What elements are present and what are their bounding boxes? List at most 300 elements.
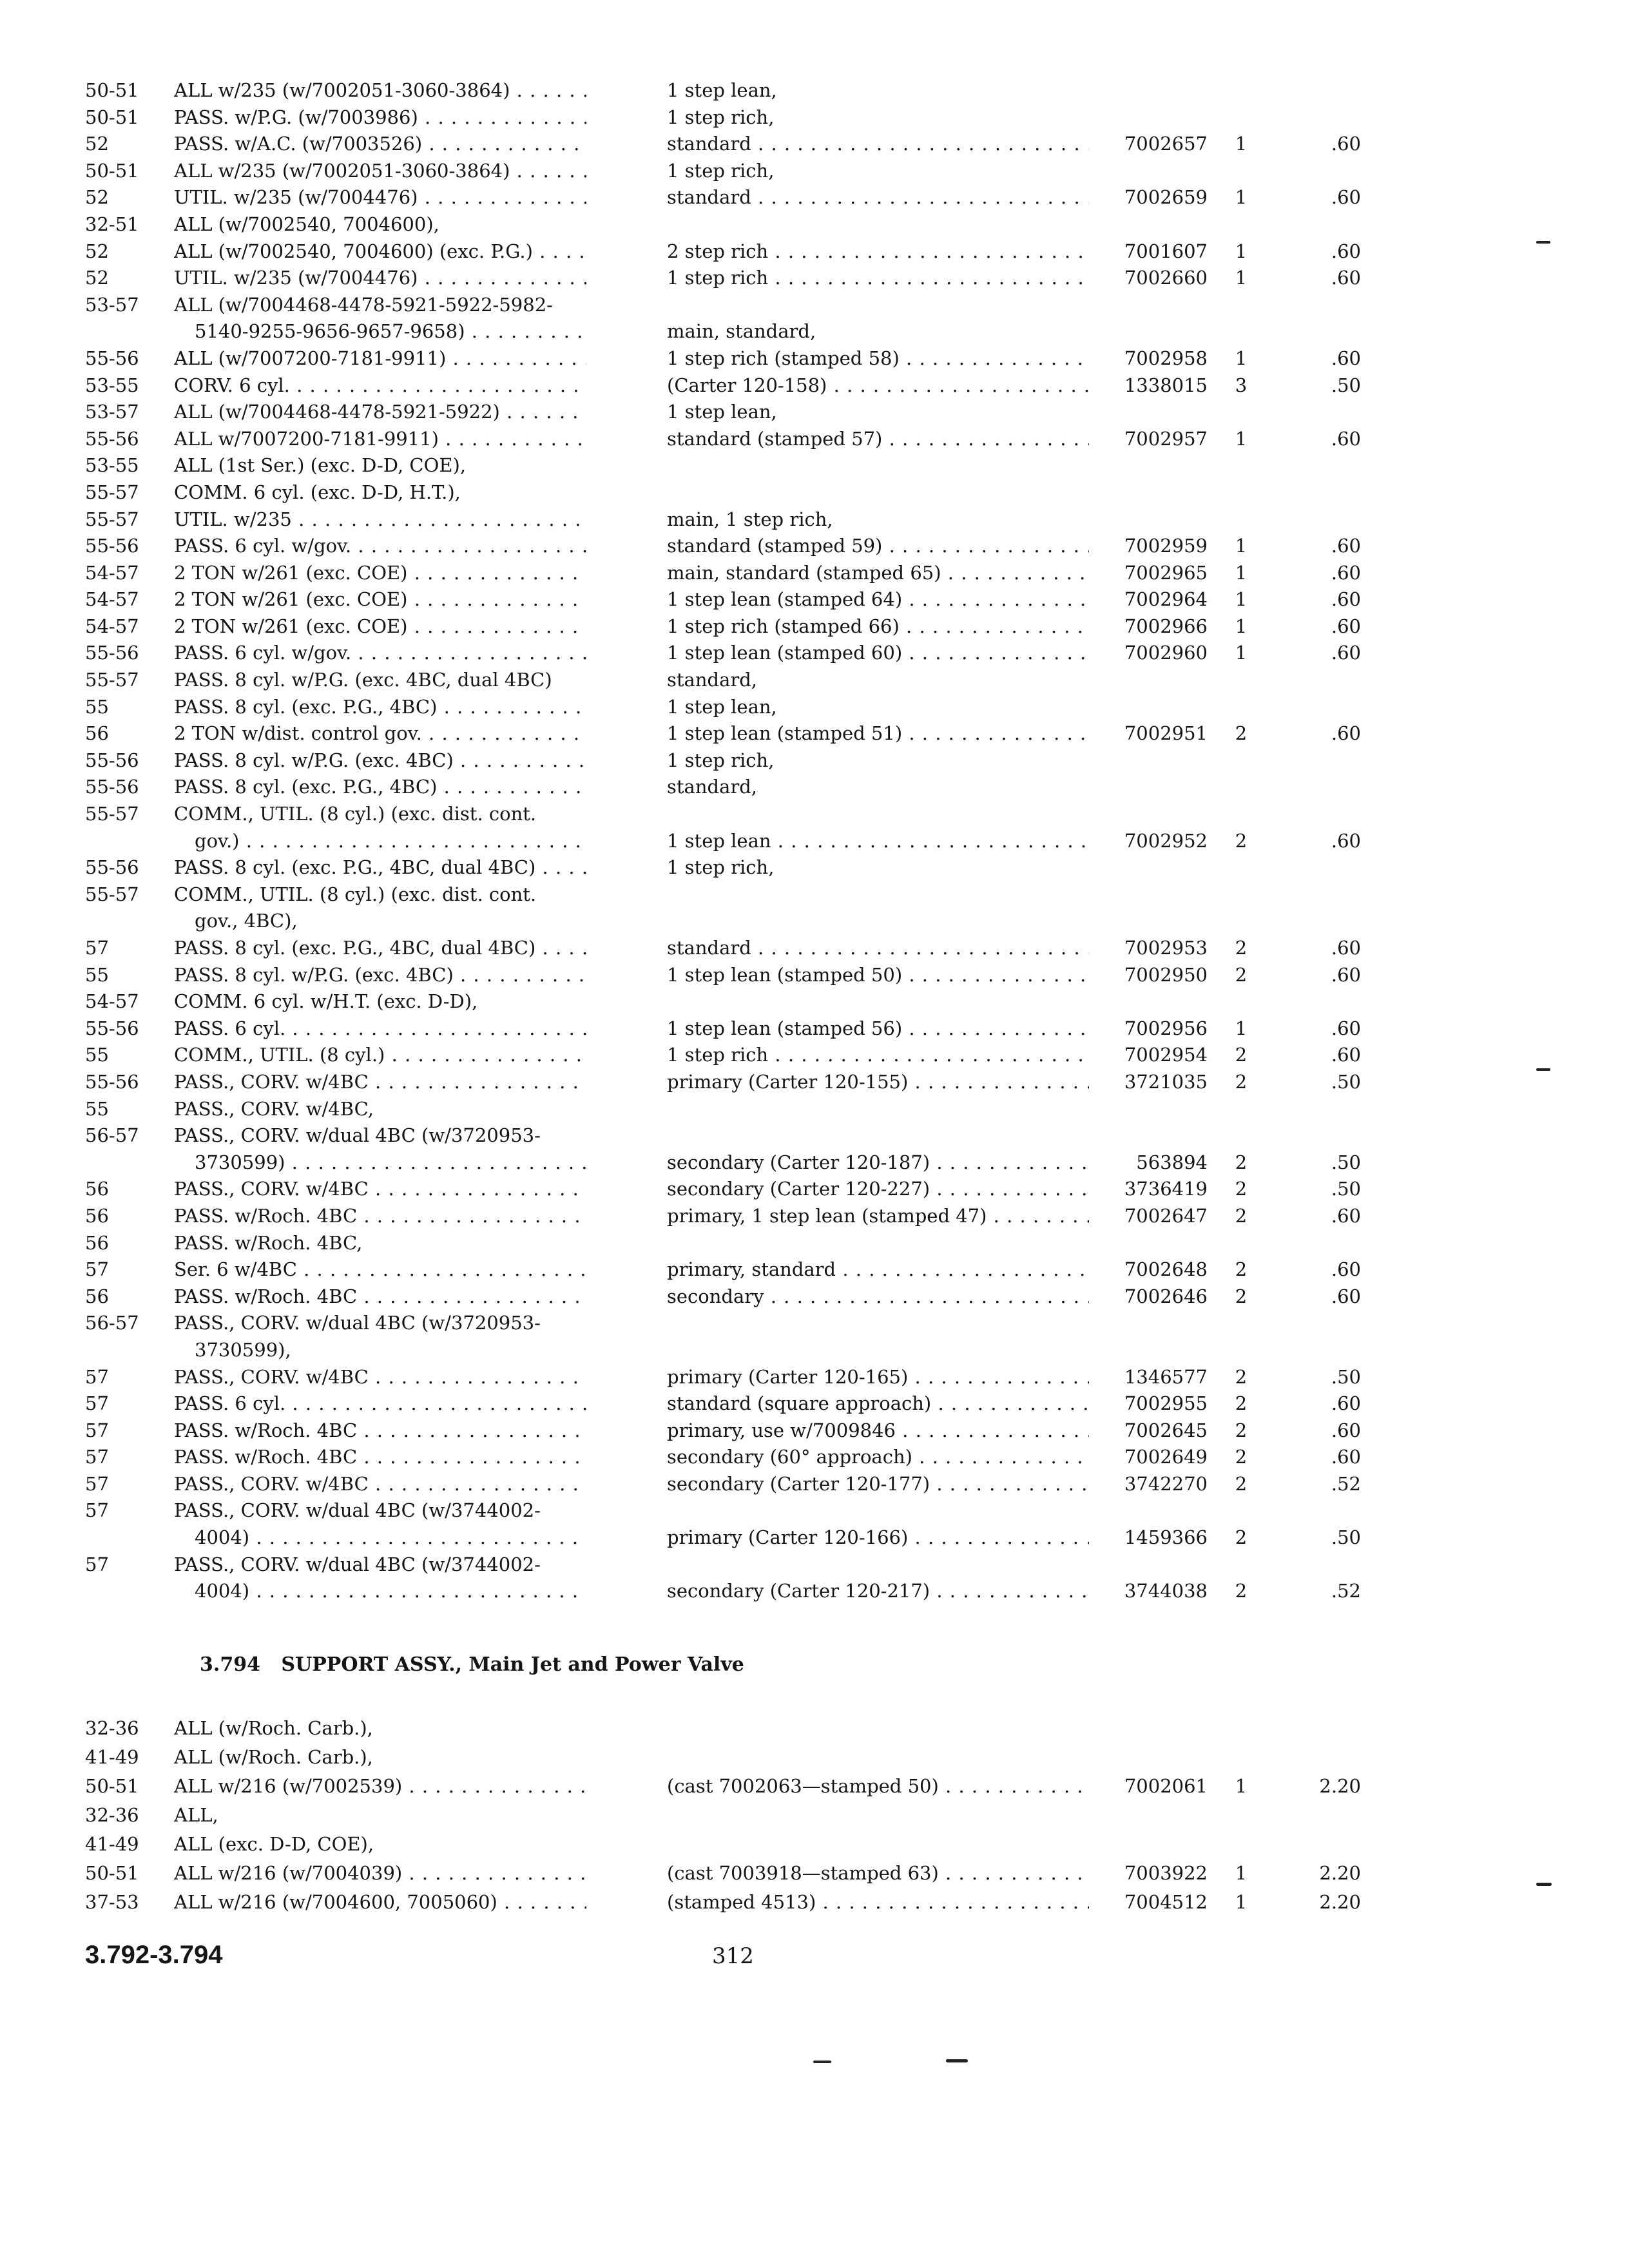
row-description: 1 step lean (stamped 64) . . . [667,586,1089,613]
row-model: PASS., CORV. w/4BC, [174,1097,374,1120]
row-year: 55 [85,963,109,986]
table-row [0,1888,1629,1917]
row-description: standard, [667,669,758,691]
row-quantity: 2 [1235,1472,1248,1495]
row-year: 55-57 [85,669,139,691]
row-year: 50-51 [85,79,139,101]
row-quantity: 2 [1235,1446,1248,1468]
row-quantity: 2 [1235,722,1248,745]
row-year: 55-56 [85,1070,139,1093]
table-row [0,345,1629,372]
row-price: .60 [1331,1258,1361,1281]
row-description: 2 step rich . . . [667,238,1089,265]
table-row [0,1859,1629,1888]
row-quantity: 2 [1235,1178,1248,1200]
table-row [0,1256,1629,1283]
row-quantity: 2 [1235,937,1248,959]
row-part-number: 1338015 [1124,374,1208,396]
row-year: 53-57 [85,401,139,423]
row-price: 2.20 [1319,1862,1361,1884]
row-part-number: 7002966 [1124,615,1208,637]
row-model: COMM., UTIL. (8 cyl.) (exc. dist. cont. [174,803,537,825]
row-year: 55-57 [85,508,139,530]
page-number: 312 [712,1943,754,1969]
row-part-number: 7002964 [1124,588,1208,611]
row-quantity: 1 [1235,1775,1248,1797]
row-description: (cast 7002063—stamped 50) . . . [667,1772,1089,1801]
table-row [0,908,1629,935]
row-description: secondary (Carter 120-187) . . . [667,1149,1089,1177]
row-model: CORV. 6 cyl. . . . [174,372,586,399]
table-row [0,1122,1629,1149]
table-row [0,586,1629,613]
row-year: 55-56 [85,535,139,557]
row-quantity: 2 [1235,1151,1248,1173]
row-quantity: 2 [1235,1070,1248,1093]
row-year: 57 [85,1446,109,1468]
row-price: .50 [1331,1526,1361,1549]
row-model: 2 TON w/dist. control gov. . . . [174,720,586,747]
row-model: ALL w/216 (w/7004039) . . . [174,1859,586,1888]
row-model: 3730599), [195,1338,291,1361]
row-year: 50-51 [85,1775,139,1797]
row-part-number: 7002646 [1124,1285,1208,1307]
row-quantity: 2 [1235,1044,1248,1066]
row-price: .50 [1331,1151,1361,1173]
row-description: main, standard, [667,320,816,343]
row-model: PASS., CORV. w/4BC . . . [174,1364,586,1391]
row-description: 1 step rich, [667,749,775,771]
row-description: secondary . . . [667,1283,1089,1311]
row-quantity: 2 [1235,1419,1248,1441]
row-part-number: 7002953 [1124,937,1208,959]
row-part-number: 7002959 [1124,535,1208,557]
row-model: ALL (exc. D-D, COE), [174,1833,374,1855]
row-year: 57 [85,1499,109,1522]
row-model: PASS., CORV. w/dual 4BC (w/3720953- [174,1312,541,1334]
row-year: 50-51 [85,106,139,128]
row-price: .60 [1331,588,1361,611]
row-description: 1 step rich, [667,106,775,128]
row-year: 32-36 [85,1804,139,1826]
row-quantity: 1 [1235,240,1248,262]
row-model: PASS. 6 cyl. w/gov. . . . [174,640,586,667]
row-model: COMM., UTIL. (8 cyl.) . . . [174,1042,586,1069]
row-quantity: 1 [1235,615,1248,637]
row-price: .60 [1331,267,1361,289]
table-row [0,1772,1629,1801]
table-row [0,720,1629,747]
row-part-number: 7002649 [1124,1446,1208,1468]
row-year: 56 [85,1285,109,1307]
row-model: ALL (w/7002540, 7004600) (exc. P.G.) . . . [174,238,586,265]
scan-mark [813,2061,831,2063]
row-model: Ser. 6 w/4BC . . . [174,1256,586,1283]
table-row [0,426,1629,453]
row-quantity: 1 [1235,561,1248,584]
row-description: 1 step lean (stamped 50) . . . [667,962,1089,989]
row-quantity: 1 [1235,133,1248,155]
row-model: 2 TON w/261 (exc. COE) . . . [174,613,586,640]
row-price: .60 [1331,829,1361,852]
row-year: 56 [85,1231,109,1254]
scan-mark [1536,1068,1550,1071]
row-model: ALL (w/7007200-7181-9911) . . . [174,345,586,372]
section-title: SUPPORT ASSY., Main Jet and Power Valve [281,1653,744,1676]
parts-list-main [0,77,1629,1605]
row-model: ALL (w/7004468-4478-5921-5922) . . . [174,399,586,426]
row-price: .60 [1331,1392,1361,1415]
row-year: 32-36 [85,1717,139,1739]
table-row [0,1801,1629,1830]
table-row [0,1830,1629,1859]
row-model: PASS. 8 cyl. (exc. P.G., 4BC) . . . [174,694,586,721]
row-description: 1 step rich . . . [667,1042,1089,1069]
row-year: 52 [85,240,109,262]
row-year: 32-51 [85,213,139,235]
row-description: 1 step rich . . . [667,265,1089,292]
row-model: PASS. w/Roch. 4BC, [174,1231,363,1254]
row-price: .60 [1331,1446,1361,1468]
row-part-number: 563894 [1136,1151,1208,1173]
row-year: 52 [85,133,109,155]
row-part-number: 7002951 [1124,722,1208,745]
row-year: 56 [85,1204,109,1227]
row-quantity: 2 [1235,1258,1248,1281]
scan-mark [1536,241,1550,244]
row-year: 54-57 [85,588,139,611]
row-quantity: 3 [1235,374,1248,396]
row-year: 55-57 [85,883,139,905]
row-model: UTIL. w/235 (w/7004476) . . . [174,265,586,292]
row-model: 4004) . . . [195,1524,586,1552]
row-year: 55-56 [85,347,139,369]
row-model: PASS., CORV. w/dual 4BC (w/3720953- [174,1124,541,1147]
row-description: secondary (Carter 120-177) . . . [667,1471,1089,1498]
row-price: .52 [1331,1580,1361,1602]
table-row [0,1203,1629,1230]
row-quantity: 1 [1235,1891,1248,1913]
row-quantity: 1 [1235,267,1248,289]
row-year: 55-56 [85,427,139,450]
row-model: UTIL. w/235 . . . [174,506,586,533]
row-part-number: 7002960 [1124,642,1208,664]
row-description: 1 step lean (stamped 51) . . . [667,720,1089,747]
row-year: 50-51 [85,1862,139,1884]
row-part-number: 7002957 [1124,427,1208,450]
table-row [0,962,1629,989]
table-row [0,318,1629,345]
row-description: standard . . . [667,131,1089,158]
table-row [0,1552,1629,1579]
table-row [0,1390,1629,1418]
table-row [0,372,1629,399]
row-quantity: 1 [1235,347,1248,369]
row-model: PASS. 8 cyl. (exc. P.G., 4BC) . . . [174,774,586,801]
row-description: standard . . . [667,935,1089,962]
row-model: ALL w/235 (w/7002051-3060-3864) . . . [174,77,586,104]
row-model: PASS., CORV. w/4BC . . . [174,1471,586,1498]
table-row [0,694,1629,721]
table-row [0,77,1629,104]
row-model: ALL w/216 (w/7004600, 7005060) . . . [174,1888,586,1917]
table-row [0,854,1629,881]
row-year: 56 [85,1178,109,1200]
row-model: PASS., CORV. w/dual 4BC (w/3744002- [174,1553,541,1575]
row-quantity: 2 [1235,829,1248,852]
table-row [0,265,1629,292]
parts-list-support-assy [0,1714,1629,1917]
row-part-number: 3742270 [1124,1472,1208,1495]
row-part-number: 7002965 [1124,561,1208,584]
row-model: PASS. 6 cyl. w/gov. . . . [174,533,586,560]
row-quantity: 2 [1235,1580,1248,1602]
table-row [0,399,1629,426]
row-model: COMM. 6 cyl. w/H.T. (exc. D-D), [174,990,478,1013]
table-row [0,801,1629,828]
table-row [0,1714,1629,1743]
row-year: 50-51 [85,159,139,182]
table-row [0,1524,1629,1552]
row-year: 53-55 [85,454,139,477]
row-year: 55-56 [85,776,139,798]
row-part-number: 7002954 [1124,1044,1208,1066]
row-quantity: 1 [1235,588,1248,611]
row-year: 37-53 [85,1891,139,1913]
row-description: 1 step lean, [667,401,777,423]
table-row [0,613,1629,640]
table-row [0,1337,1629,1364]
table-row [0,292,1629,319]
table-row [0,1310,1629,1337]
row-price: .50 [1331,1178,1361,1200]
row-part-number: 1459366 [1124,1526,1208,1549]
row-price: .60 [1331,615,1361,637]
row-price: .60 [1331,1044,1361,1066]
row-description: 1 step rich, [667,159,775,182]
row-quantity: 1 [1235,186,1248,209]
row-year: 53-55 [85,374,139,396]
row-model: PASS. w/Roch. 4BC . . . [174,1203,586,1230]
row-description: primary (Carter 120-166) . . . [667,1524,1089,1552]
row-model: UTIL. w/235 (w/7004476) . . . [174,184,586,211]
row-quantity: 2 [1235,1285,1248,1307]
row-year: 55-57 [85,481,139,503]
row-part-number: 7002952 [1124,829,1208,852]
row-quantity: 2 [1235,1526,1248,1549]
table-row [0,1096,1629,1123]
table-row [0,104,1629,131]
row-quantity: 1 [1235,1862,1248,1884]
row-price: .60 [1331,963,1361,986]
row-part-number: 7002950 [1124,963,1208,986]
table-row [0,184,1629,211]
table-row [0,747,1629,774]
row-year: 53-57 [85,293,139,316]
row-year: 55 [85,695,109,718]
row-price: .60 [1331,133,1361,155]
row-year: 56-57 [85,1312,139,1334]
row-description: standard . . . [667,184,1089,211]
table-row [0,211,1629,238]
section-number: 3.794 [200,1653,260,1676]
row-model: PASS. w/P.G. (w/7003986) . . . [174,104,586,131]
row-year: 57 [85,1365,109,1388]
row-model: gov., 4BC), [195,910,298,932]
row-price: .60 [1331,722,1361,745]
row-year: 55 [85,1044,109,1066]
row-description: 1 step rich (stamped 66) . . . [667,613,1089,640]
table-row [0,988,1629,1015]
row-price: .50 [1331,374,1361,396]
scan-mark [946,2059,968,2062]
row-description: 1 step lean . . . [667,828,1089,855]
row-year: 55-56 [85,1017,139,1039]
row-quantity: 2 [1235,1392,1248,1415]
row-year: 56 [85,722,109,745]
row-description: primary (Carter 120-165) . . . [667,1364,1089,1391]
row-price: .60 [1331,347,1361,369]
row-year: 55 [85,1097,109,1120]
row-price: .60 [1331,1285,1361,1307]
row-quantity: 2 [1235,1365,1248,1388]
row-price: .50 [1331,1365,1361,1388]
row-model: ALL w/216 (w/7002539) . . . [174,1772,586,1801]
row-year: 57 [85,1419,109,1441]
row-year: 57 [85,937,109,959]
table-row [0,1743,1629,1772]
row-quantity: 2 [1235,1204,1248,1227]
row-part-number: 7002660 [1124,267,1208,289]
row-model: PASS., CORV. w/4BC . . . [174,1176,586,1203]
row-description: 1 step rich, [667,856,775,879]
table-row [0,1149,1629,1177]
row-model: ALL (w/7004468-4478-5921-5922-5982- [174,293,553,316]
row-year: 52 [85,267,109,289]
row-price: 2.20 [1319,1775,1361,1797]
table-row [0,1176,1629,1203]
row-part-number: 7002956 [1124,1017,1208,1039]
row-part-number: 3721035 [1124,1070,1208,1093]
row-part-number: 7001607 [1124,240,1208,262]
row-model: ALL w/235 (w/7002051-3060-3864) . . . [174,158,586,185]
row-model: ALL (w/Roch. Carb.), [174,1717,373,1739]
row-year: 52 [85,186,109,209]
row-price: 2.20 [1319,1891,1361,1913]
row-model: ALL (1st Ser.) (exc. D-D, COE), [174,454,467,477]
table-row [0,667,1629,694]
table-row [0,1471,1629,1498]
row-year: 55-56 [85,749,139,771]
row-year: 54-57 [85,561,139,584]
row-year: 57 [85,1472,109,1495]
row-model: gov.) . . . [195,828,586,855]
row-description: primary (Carter 120-155) . . . [667,1069,1089,1096]
row-part-number: 3744038 [1124,1580,1208,1602]
row-part-number: 7003922 [1124,1862,1208,1884]
row-year: 56-57 [85,1124,139,1147]
table-row [0,640,1629,667]
table-row [0,1069,1629,1096]
table-row [0,533,1629,560]
row-description: standard (square approach) . . . [667,1390,1089,1418]
row-price: .60 [1331,561,1361,584]
row-model: ALL (w/Roch. Carb.), [174,1746,373,1768]
row-price: .60 [1331,535,1361,557]
row-model: PASS. 8 cyl. (exc. P.G., 4BC, dual 4BC) . . . [174,854,586,881]
table-row [0,1578,1629,1605]
row-year: 41-49 [85,1833,139,1855]
row-price: .60 [1331,186,1361,209]
row-model: PASS. w/A.C. (w/7003526) . . . [174,131,586,158]
row-part-number: 7002958 [1124,347,1208,369]
row-model: 3730599) . . . [195,1149,586,1177]
row-description: (stamped 4513) . . . [667,1888,1089,1917]
table-row [0,774,1629,801]
table-row [0,881,1629,908]
table-row [0,1042,1629,1069]
row-model: PASS. 8 cyl. (exc. P.G., 4BC, dual 4BC) . . . [174,935,586,962]
row-model: COMM., UTIL. (8 cyl.) (exc. dist. cont. [174,883,537,905]
row-part-number: 3736419 [1124,1178,1208,1200]
row-year: 55-56 [85,642,139,664]
table-row [0,560,1629,587]
row-description: main, standard (stamped 65) . . . [667,560,1089,587]
table-row [0,1497,1629,1524]
row-model: ALL w/7007200-7181-9911) . . . [174,426,586,453]
row-description: main, 1 step rich, [667,508,833,530]
table-row [0,158,1629,185]
row-part-number: 7002061 [1124,1775,1208,1797]
row-price: .60 [1331,1204,1361,1227]
row-price: .60 [1331,1017,1361,1039]
row-quantity: 1 [1235,642,1248,664]
table-row [0,1230,1629,1257]
row-price: .60 [1331,427,1361,450]
row-description: 1 step lean (stamped 56) . . . [667,1015,1089,1043]
row-model: COMM. 6 cyl. (exc. D-D, H.T.), [174,481,461,503]
row-quantity: 1 [1235,535,1248,557]
row-model: PASS. w/Roch. 4BC . . . [174,1283,586,1311]
row-year: 57 [85,1392,109,1415]
row-description: primary, standard . . . [667,1256,1089,1283]
section-heading [200,1653,744,1676]
table-row [0,1418,1629,1445]
row-part-number: 7002657 [1124,133,1208,155]
row-description: 1 step lean, [667,695,777,718]
row-description: standard (stamped 59) . . . [667,533,1089,560]
row-model: PASS. 6 cyl. . . . [174,1015,586,1043]
row-year: 41-49 [85,1746,139,1768]
row-year: 54-57 [85,615,139,637]
row-model: PASS., CORV. w/dual 4BC (w/3744002- [174,1499,541,1522]
row-model: PASS. 8 cyl. w/P.G. (exc. 4BC, dual 4BC) [174,669,552,691]
row-model: PASS., CORV. w/4BC . . . [174,1069,586,1096]
row-price: .60 [1331,240,1361,262]
row-part-number: 7002647 [1124,1204,1208,1227]
row-year: 54-57 [85,990,139,1013]
row-part-number: 7002648 [1124,1258,1208,1281]
row-model: ALL (w/7002540, 7004600), [174,213,439,235]
table-row [0,506,1629,533]
row-description: secondary (60° approach) . . . [667,1444,1089,1471]
row-description: (cast 7003918—stamped 63) . . . [667,1859,1089,1888]
row-part-number: 1346577 [1124,1365,1208,1388]
row-description: 1 step lean (stamped 60) . . . [667,640,1089,667]
row-part-number: 7002955 [1124,1392,1208,1415]
row-part-number: 7002659 [1124,186,1208,209]
row-price: .50 [1331,1070,1361,1093]
